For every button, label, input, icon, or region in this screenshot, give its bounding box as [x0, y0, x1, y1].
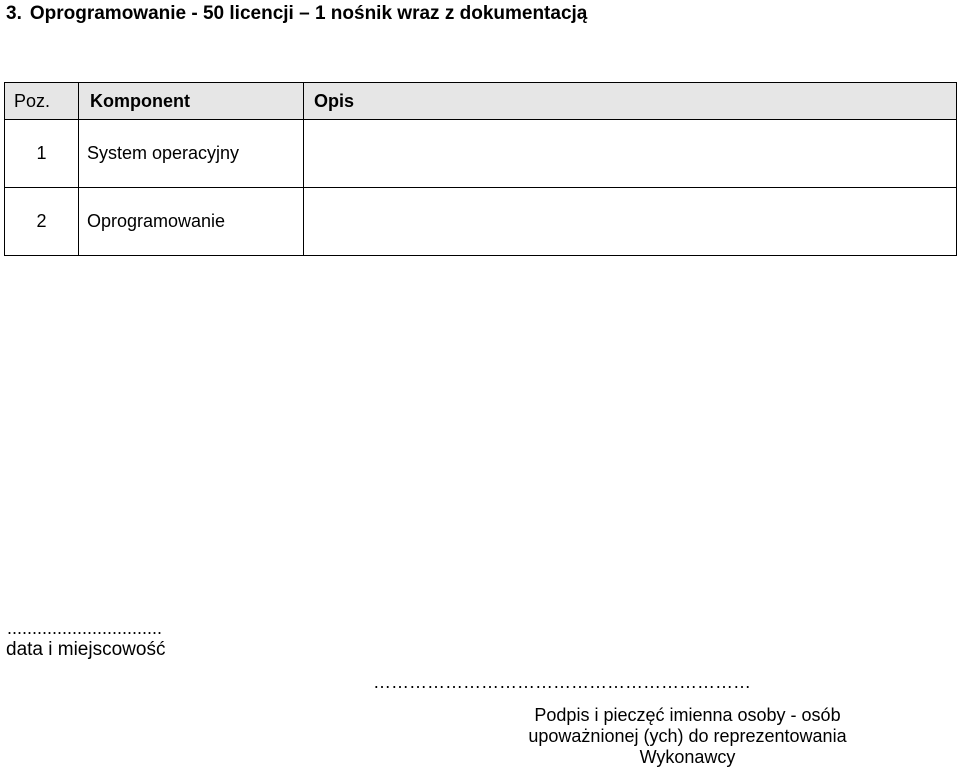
- row-komponent: Oprogramowanie: [79, 188, 304, 256]
- header-komponent: Komponent: [79, 83, 304, 120]
- section-heading: [6, 3, 587, 25]
- date-place-label: data i miejscowość: [6, 639, 166, 660]
- date-place-dots: ...............................: [7, 618, 163, 638]
- table-header-row: [5, 83, 957, 120]
- table-row: [5, 120, 957, 188]
- row-opis: [304, 120, 957, 188]
- signature-dots: ………………………………………………………: [373, 672, 751, 692]
- signature-caption: [395, 705, 960, 768]
- row-poz: 2: [5, 188, 79, 256]
- section-title: Oprogramowanie - 50 licencji – 1 nośnik wraz z dokumentacją: [29, 3, 588, 24]
- header-opis: Opis: [304, 83, 957, 120]
- row-komponent: System operacyjny: [79, 120, 304, 188]
- row-opis: [304, 188, 957, 256]
- row-poz: 1: [5, 120, 79, 188]
- table-row: [5, 188, 957, 256]
- header-poz: Poz.: [5, 83, 79, 120]
- signature-line: Podpis i pieczęć imienna osoby - osób: [534, 705, 841, 725]
- signature-line: Wykonawcy: [639, 747, 736, 767]
- section-number: 3.: [6, 3, 22, 24]
- signature-line: upoważnionej (ych) do reprezentowania: [528, 726, 847, 746]
- components-table: [4, 82, 957, 256]
